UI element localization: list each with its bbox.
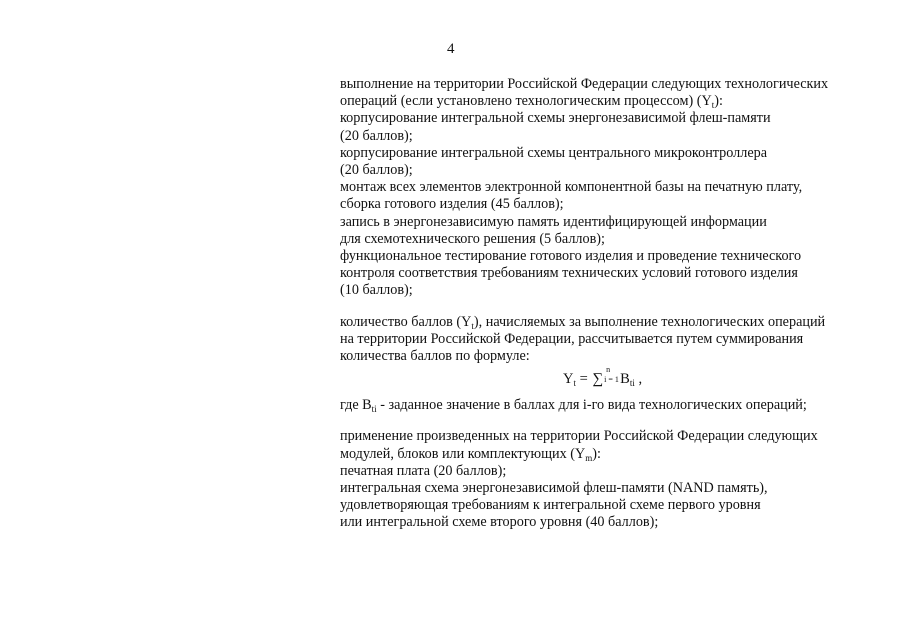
text-line: печатная плата (20 баллов); — [340, 462, 507, 479]
paragraph-components — [340, 428, 885, 531]
sigma-symbol: ∑ — [592, 370, 604, 387]
formula-row — [340, 367, 885, 397]
text-line: количества баллов по формуле: — [340, 348, 530, 365]
sum-limits: n i = 1 — [604, 365, 619, 385]
text-line: (20 баллов); — [340, 127, 413, 144]
text-line: запись в энергонезависимую память идентифицирующей информации — [340, 213, 767, 230]
text-line: применение произведенных на территории Российской Федерации следующих — [340, 428, 818, 445]
text-line: контроля соответствия требованиям технических условий готового изделия — [340, 265, 798, 282]
page-number: 4 — [447, 41, 455, 57]
text-line: где $B_{ti}$ - заданное значение в баллах для i-го вида технологических операций; — [340, 396, 807, 414]
text-line: монтаж всех элементов электронной компонентной базы на печатную плату, — [340, 179, 803, 196]
text-line: корпусирование интегральной схемы центрального микроконтроллера — [340, 144, 768, 161]
text-line: удовлетворяющая требованиям к интегральной схеме первого уровня — [340, 497, 761, 514]
text-line: функциональное тестирование готового изделия и проведение технического — [340, 247, 802, 264]
text-line: для схемотехнического решения (5 баллов); — [340, 230, 605, 247]
paragraph-gap — [340, 414, 885, 429]
text-line: или интегральной схеме второго уровня (40 баллов); — [340, 514, 659, 531]
paragraph-operations — [340, 76, 885, 299]
text-line: интегральная схема энергонезависимой флеш-памяти (NAND память), — [340, 479, 768, 496]
text-line: корпусирование интегральной схемы энергонезависимой флеш-памяти — [340, 110, 771, 127]
text-line: (10 баллов); — [340, 282, 413, 299]
text-line: количество баллов $(Y_t)$, начисляемых за выполнение технологических операций — [340, 314, 826, 332]
paragraph-score-count — [340, 314, 885, 366]
text-line: сборка готового изделия (45 баллов); — [340, 196, 564, 213]
summation-formula: $Y_t$ = ∑ n i = 1 $B_{ti}$ , — [563, 365, 643, 388]
paragraph-gap — [340, 299, 885, 314]
paragraph-where — [340, 397, 885, 414]
text-line: модулей, блоков или комплектующих $(Y_m)$: — [340, 445, 601, 463]
text-line: на территории Российской Федерации, рассчитывается путем суммирования — [340, 331, 804, 348]
text-line: (20 баллов); — [340, 161, 413, 178]
text-line: операций (если установлено технологическим процессом) $(Y_t)$: — [340, 93, 723, 111]
text-line: выполнение на территории Российской Федерации следующих технологических — [340, 76, 829, 92]
document-body — [340, 76, 885, 532]
